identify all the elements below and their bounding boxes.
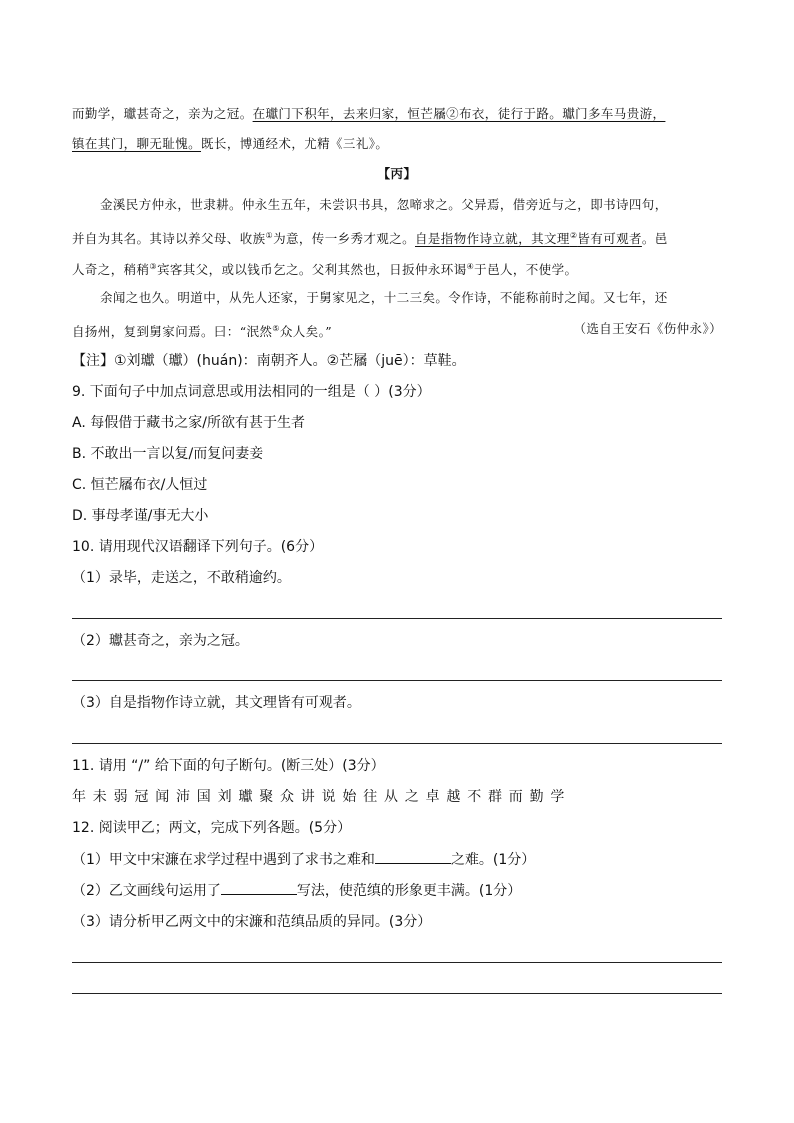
question-12-item-3: （3）请分析甲乙两文中的宋濂和范缜品质的异同。(3分） xyxy=(72,914,432,930)
passage-line: 自扬州，复到舅家问焉。曰：“泯然⑤众人矣。” xyxy=(72,324,333,340)
passage-line: 人奇之，稍稍③宾客其父，或以钱币乞之。父利其然也，日扳仲永环谒④于邑人，不使学。 xyxy=(72,262,578,278)
question-11-stem: 11. 请用 “/” 给下面的句子断句。(断三处）(3分） xyxy=(72,758,385,774)
question-10-stem: 10. 请用现代汉语翻译下列句子。(6分） xyxy=(72,539,324,555)
fill-blank[interactable] xyxy=(221,880,297,895)
punctuation-sentence: 年未弱冠闻沛国刘瓛聚众讲说始往从之卓越不群而勤学 xyxy=(72,789,572,805)
answer-line[interactable] xyxy=(72,743,722,744)
option-a: A. 每假借于藏书之家/所欲有甚于生者 xyxy=(72,415,305,431)
passage-line: 而勤学，瓛甚奇之，亲为之冠。在瓛门下积年，去来归家，恒芒屩②布衣，徒行于路。瓛门多车马贵游， xyxy=(72,106,666,121)
answer-line[interactable] xyxy=(72,962,722,963)
option-d: D. 事母孝谨/事无大小 xyxy=(72,508,209,524)
underlined-sentence: 自是指物作诗立就，其文理②皆有可观者 xyxy=(415,231,642,247)
answer-line[interactable] xyxy=(72,680,722,681)
passage-line: 金溪民方仲永，世隶耕。仲永生五年，未尝识书具，忽啼求之。父异焉，借旁近与之，即书诗四句， xyxy=(100,197,668,212)
question-12-stem: 12. 阅读甲乙；两文，完成下列各题。(5分） xyxy=(72,820,352,836)
underlined-sentence: 镇在其门，聊无耻愧。 xyxy=(72,136,202,151)
question-9-stem: 9. 下面句子中加点词意思或用法相同的一组是（ ）(3分） xyxy=(72,384,431,400)
option-c: C. 恒芒屩布衣/人恒过 xyxy=(72,477,208,493)
passage-source: （选自王安石《伤仲永》） xyxy=(573,321,722,336)
fill-blank[interactable] xyxy=(375,849,451,864)
passage-line: 镇在其门，聊无耻愧。既长，博通经术，尤精《三礼》。 xyxy=(72,136,389,151)
passage-line: 余闻之也久。明道中，从先人还家，于舅家见之，十二三矣。令作诗，不能称前时之闻。又七年，还 xyxy=(100,290,668,305)
translate-item-3: （3）自是指物作诗立就，其文理皆有可观者。 xyxy=(72,695,361,711)
question-12-item-1: （1）甲文中宋濂在求学过程中遇到了求书之难和 之难。(1分） xyxy=(72,849,535,870)
passage-line: 并自为其名。其诗以养父母、收族①为意，传一乡秀才观之。自是指物作诗立就，其文理②皆有可观者。邑 xyxy=(72,231,668,247)
option-b: B. 不敢出一言以复/而复问妻妾 xyxy=(72,446,264,462)
passage-heading: 【丙】 xyxy=(377,166,417,181)
answer-line[interactable] xyxy=(72,993,722,994)
answer-line[interactable] xyxy=(72,618,722,619)
footnote: 【注】①刘瓛（瓛）(huán)：南朝齐人。②芒屩（juē）：草鞋。 xyxy=(72,353,466,369)
translate-item-2: （2）瓛甚奇之，亲为之冠。 xyxy=(72,633,249,649)
translate-item-1: （1）录毕，走送之，不敢稍逾约。 xyxy=(72,570,291,586)
question-12-item-2: （2）乙文画线句运用了 写法，使范缜的形象更丰满。(1分） xyxy=(72,880,521,901)
underlined-sentence: 在瓛门下积年，去来归家，恒芒屩②布衣，徒行于路。瓛门多车马贵游， xyxy=(252,106,666,121)
